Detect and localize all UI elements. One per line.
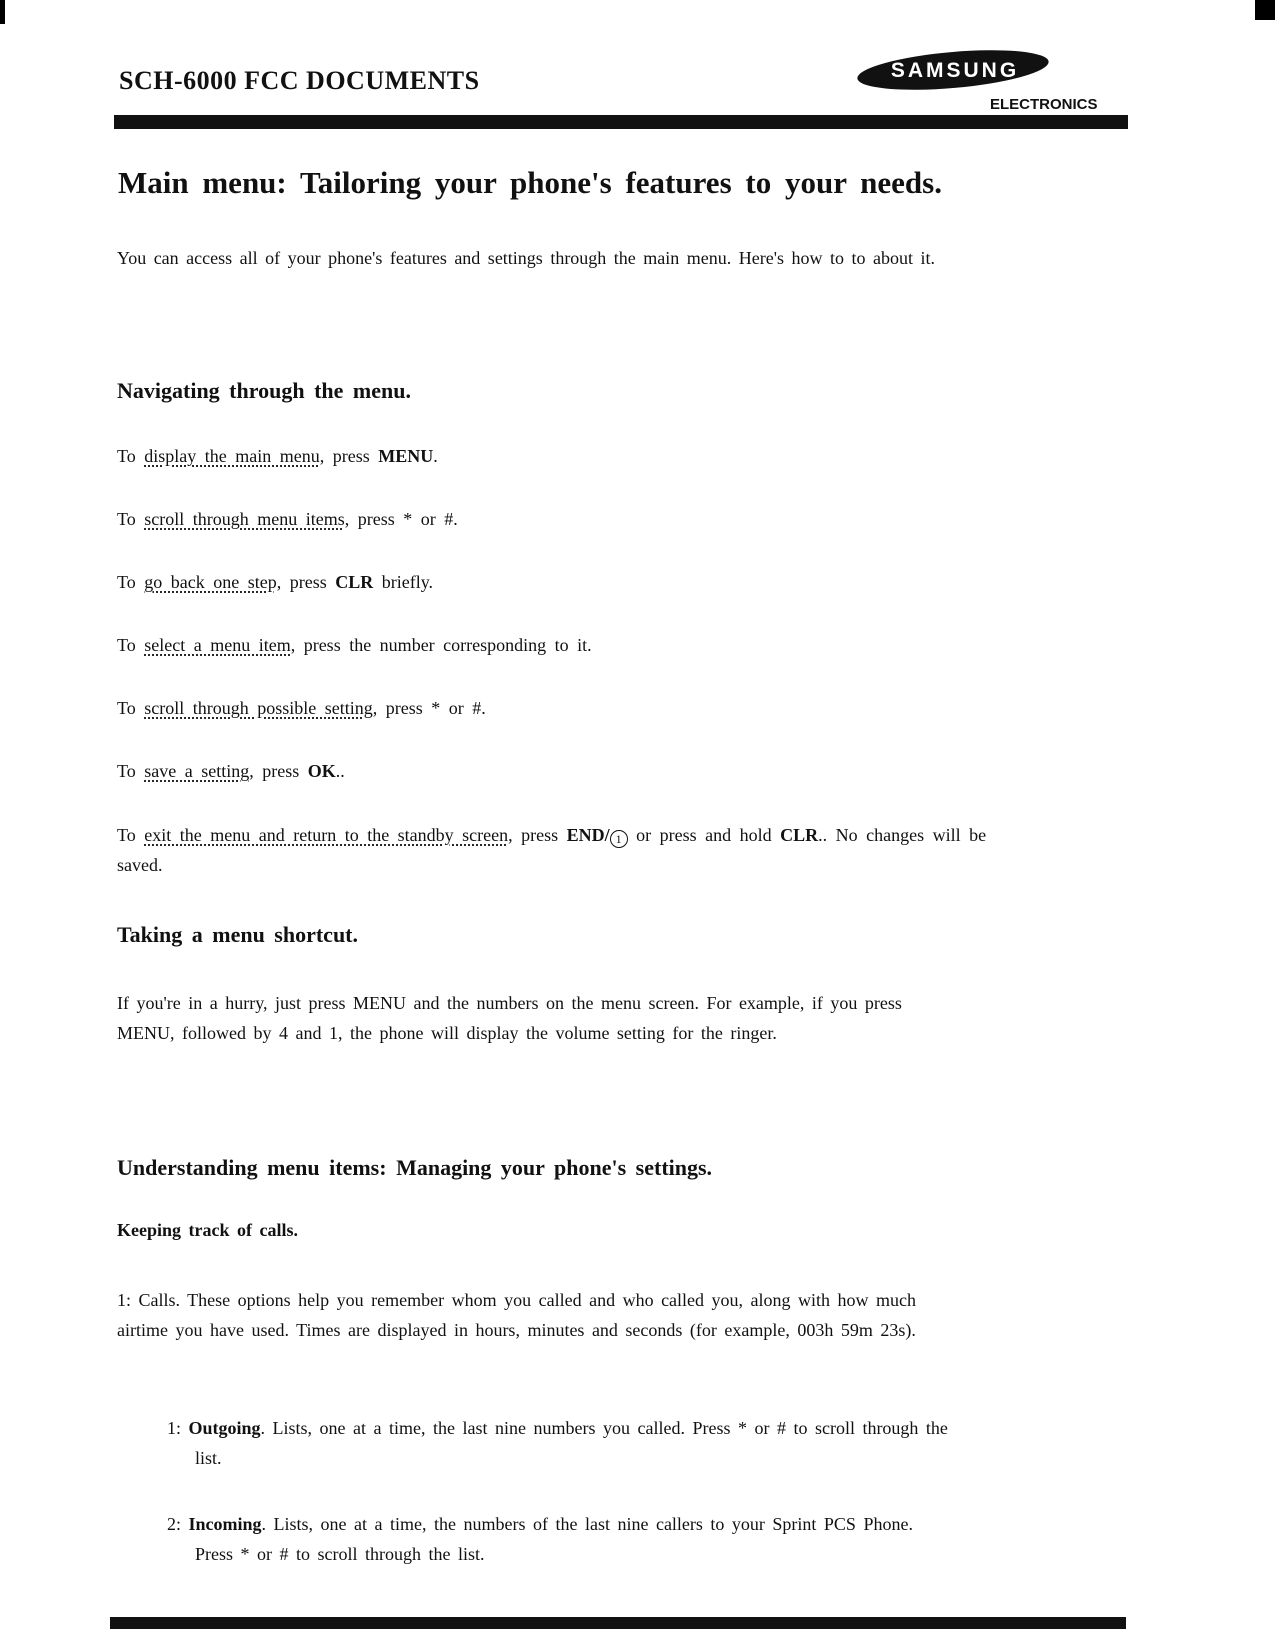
nav-line-exit-menu-cont: saved. — [117, 855, 163, 875]
doc-header-title: SCH-6000 FCC DOCUMENTS — [119, 66, 480, 95]
nav-line-save-setting: To save a setting, press OK.. — [117, 761, 345, 781]
shortcut-paragraph: If you're in a hurry, just press MENU and the numbers on the menu screen. For example, if you press MENU, followed by 4 and 1, the phone will display the volume setting for the ringer. — [117, 993, 902, 1043]
samsung-logo — [855, 48, 1055, 90]
shortcut-heading: Taking a menu shortcut. — [117, 922, 359, 947]
nav-line-scroll-settings: To scroll through possible setting, press * or #. — [117, 698, 486, 718]
header-rule — [114, 115, 1128, 129]
logo-text: SAMSUNG — [890, 59, 1020, 82]
list-item-outgoing: 1: Outgoing. Lists, one at a time, the last nine numbers you called. Press * or # to scroll through the list. — [167, 1418, 948, 1468]
intro-paragraph: You can access all of your phone's features and settings through the main menu. Here's how to to about it. — [117, 248, 935, 268]
navigating-heading: Navigating through the menu. — [117, 378, 411, 403]
power-key-icon: 1 — [610, 830, 628, 848]
nav-line-select-item: To select a menu item, press the number corresponding to it. — [117, 635, 592, 655]
logo-subtext: ELECTRONICS — [990, 96, 1098, 113]
calls-paragraph: 1: Calls. These options help you remember whom you called and who called you, along with how much airtime you have used. Times are displayed in hours, minutes and seconds (for example, 003h 59m 23s). — [117, 1290, 917, 1340]
nav-line-exit-menu: To exit the menu and return to the standby screen, press END/ 1 or press and hold CLR.. No changes will be — [117, 825, 987, 846]
understanding-heading: Understanding menu items: Managing your phone's settings. — [117, 1155, 713, 1180]
keeping-track-subheading: Keeping track of calls. — [117, 1220, 298, 1240]
nav-line-display-menu: To display the main menu, press MENU. — [117, 446, 438, 466]
footer-rule — [110, 1617, 1126, 1629]
scan-mark-right — [1255, 0, 1275, 20]
scan-mark-left — [0, 0, 5, 24]
page-title: Main menu: Tailoring your phone's features to your needs. — [118, 165, 942, 200]
nav-line-go-back: To go back one step, press CLR briefly. — [117, 572, 434, 592]
list-item-incoming: 2: Incoming. Lists, one at a time, the numbers of the last nine callers to your Sprint PCS Phone. Press * or # to scroll through the list. — [167, 1514, 913, 1564]
nav-line-scroll-items: To scroll through menu items, press * or #. — [117, 509, 458, 529]
